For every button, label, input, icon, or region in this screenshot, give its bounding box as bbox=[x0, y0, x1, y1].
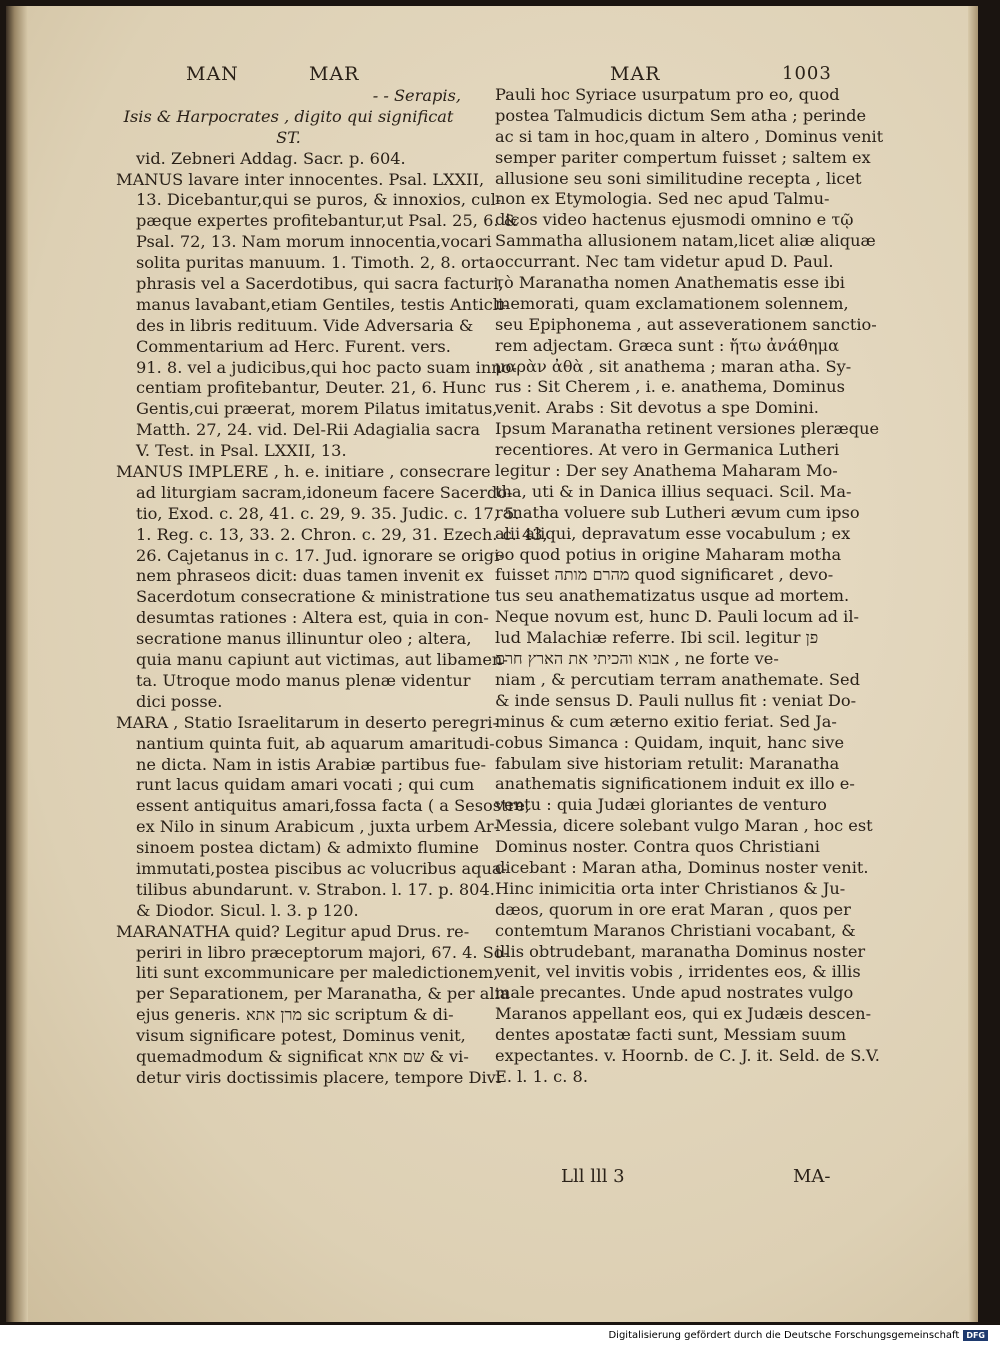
text-line: lud Malachiæ referre. Ibi scil. legitur פן bbox=[495, 628, 819, 648]
text-line: - - Serapis, bbox=[372, 86, 461, 105]
text-line: Sacerdotum consecratione & ministratione bbox=[136, 587, 491, 607]
text-line: tilibus abundarunt. v. Strabon. l. 17. p. 804. bbox=[136, 879, 495, 899]
text-line: rem adjectam. Græca sunt : ἤτω ἀνάθημα bbox=[495, 335, 840, 355]
text-line: ac si tam in hoc,quam in altero , Dominus venit bbox=[495, 126, 884, 146]
text-line: Dominus noster. Contra quos Christiani bbox=[495, 837, 820, 857]
text-line: illis obtrudebant, maranatha Dominus noster bbox=[495, 941, 866, 961]
text-line: tus seu anathematizatus usque ad mortem. bbox=[495, 586, 850, 606]
text-line: Matth. 27, 24. vid. Del-Rii Adagialia sacra bbox=[136, 420, 481, 440]
text-line: expectantes. v. Hoornb. de C. J. it. Seld. de S.V. bbox=[495, 1045, 880, 1065]
text-line: Neque novum est, hunc D. Pauli locum ad il- bbox=[495, 607, 859, 627]
text-line: occurrant. Nec tam videtur apud D. Paul. bbox=[495, 252, 834, 272]
text-line: dentes apostatæ facti sunt, Messiam suum bbox=[495, 1025, 847, 1045]
text-line: Psal. 72, 13. Nam morum innocentia,vocari bbox=[136, 232, 492, 252]
text-line: Pauli hoc Syriace usurpatum pro eo, quod bbox=[495, 85, 840, 104]
text-line: allusione seu soni similitudine recepta , licet bbox=[495, 168, 862, 188]
text-line: Gentis,cui præerat, morem Pilatus imitatus, bbox=[136, 399, 498, 419]
text-line: anathematis significationem induit ex illo e- bbox=[495, 774, 855, 794]
catchword: MA- bbox=[793, 1166, 831, 1187]
text-line: 91. 8. vel a judicibus,qui hoc pacto suam inno- bbox=[136, 357, 517, 377]
text-line: des in libris redituum. Vide Adversaria & bbox=[136, 315, 474, 335]
right-text-column bbox=[495, 85, 884, 1088]
text-line: minus & cum æterno exitio feriat. Sed Ja- bbox=[495, 711, 837, 731]
text-line: quia manu capiunt aut victimas, aut libamen- bbox=[136, 650, 508, 670]
text-line: desumtas rationes : Altera est, quia in con- bbox=[136, 608, 489, 628]
text-line: per Separationem, per Maranatha, & per alia bbox=[136, 984, 510, 1004]
text-line: ta. Utroque modo manus plenæ videntur bbox=[136, 670, 471, 690]
guide-word-left-1: MAN bbox=[186, 63, 239, 85]
text-line: essent antiquitus amari,fossa facta ( a Sesostre, bbox=[136, 796, 531, 816]
text-line: V. Test. in Psal. LXXII, 13. bbox=[136, 441, 347, 461]
guide-word-left-2: MAR bbox=[309, 63, 360, 85]
text-line: manus lavabant,etiam Gentiles, testis Anticli- bbox=[136, 294, 509, 314]
text-line: rus : Sit Cherem , i. e. anathema, Dominus bbox=[495, 377, 845, 397]
text-line: Commentarium ad Herc. Furent. vers. bbox=[136, 336, 451, 356]
text-line: nem phraseos dicit: duas tamen invenit ex bbox=[136, 566, 484, 586]
text-line: recentiores. At vero in Germanica Lutheri bbox=[495, 440, 840, 460]
text-line: nantium quinta fuit, ab aquarum amaritudi- bbox=[136, 733, 495, 753]
text-line: Sammatha allusionem natam,licet aliæ aliquæ bbox=[495, 231, 876, 251]
text-line: MANUS lavare inter innocentes. Psal. LXXII, bbox=[116, 169, 485, 189]
text-line: venit. Arabs : Sit devotus a spe Domini. bbox=[495, 398, 819, 418]
text-line: E. l. 1. c. 8. bbox=[495, 1066, 588, 1086]
text-line: pæque expertes profitebantur,ut Psal. 25, 6. & bbox=[136, 211, 519, 231]
text-line: Ipsum Maranatha retinent versiones pleræque bbox=[495, 419, 880, 439]
text-line: ranatha voluere sub Lutheri ævum cum ipso bbox=[495, 502, 860, 522]
text-line: non ex Etymologia. Sed nec apud Talmu- bbox=[495, 189, 830, 209]
text-line: MARA , Statio Israelitarum in deserto peregri- bbox=[116, 712, 498, 732]
text-line: 26. Cajetanus in c. 17. Jud. ignorare se origi- bbox=[136, 545, 505, 565]
text-line: male precantes. Unde apud nostrates vulgo bbox=[495, 983, 854, 1003]
text-line: 13. Dicebantur,qui se puros, & innoxios, cul- bbox=[136, 190, 502, 210]
signature-mark: Lll lll 3 bbox=[561, 1166, 625, 1187]
text-line: secratione manus illinuntur oleo ; altera, bbox=[136, 629, 472, 649]
text-line: ST. bbox=[276, 127, 301, 147]
text-line: eo quod potius in origine Maharam motha bbox=[495, 544, 842, 564]
text-line: μαρὰν ἀθὰ , sit anathema ; maran atha. Sy- bbox=[495, 356, 852, 376]
text-line: semper pariter compertum fuisset ; saltem ex bbox=[495, 147, 871, 167]
text-line: liti sunt excommunicare per maledictionem, bbox=[136, 963, 499, 983]
text-line: visum significare potest, Dominus venit, bbox=[136, 1026, 466, 1046]
text-line: & inde sensus D. Pauli nullus fit : veniat Do- bbox=[495, 690, 857, 710]
text-line: vid. Zebneri Addag. Sacr. p. 604. bbox=[136, 148, 406, 168]
text-line: fuisset מהרם מותה quod significaret , devo- bbox=[495, 565, 834, 585]
footer-text: Digitalisierung gefördert durch die Deutsche Forschungsgemeinschaft bbox=[608, 1330, 960, 1341]
text-line: Hinc inimicitia orta inter Christianos & Ju- bbox=[495, 878, 846, 898]
text-line: 1. Reg. c. 13, 33. 2. Chron. c. 29, 31. Ezech. c. 43, bbox=[136, 524, 548, 544]
text-line: dæos, quorum in ore erat Maran , quos per bbox=[495, 899, 851, 919]
text-line: venit, vel invitis vobis , irridentes eos, & illis bbox=[495, 962, 861, 982]
text-line: phrasis vel a Sacerdotibus, qui sacra facturi, bbox=[136, 274, 504, 294]
text-line: ad liturgiam sacram,idoneum facere Sacerdo- bbox=[136, 482, 513, 502]
text-line: Isis & Harpocrates , digito qui significat bbox=[123, 106, 454, 126]
text-line: memorati, quam exclamationem solennem, bbox=[495, 293, 849, 313]
text-line: periri in libro præceptorum majori, 67. 4. So- bbox=[136, 942, 510, 962]
text-line: ne dicta. Nam in istis Arabiæ partibus fue- bbox=[136, 754, 486, 774]
dfg-logo: DFG bbox=[963, 1330, 988, 1341]
text-line: fabulam sive historiam retulit: Maranatha bbox=[495, 753, 840, 773]
binding-gutter bbox=[6, 6, 28, 1322]
text-line: alii aliqui, depravatum esse vocabulum ; ex bbox=[495, 523, 851, 543]
footer-credit bbox=[608, 1330, 988, 1341]
text-line: tio, Exod. c. 28, 41. c. 29, 9. 35. Judic. c. 17, 5. bbox=[136, 503, 520, 523]
text-line: dicos video hactenus ejusmodi omnino e τῷ bbox=[495, 210, 854, 230]
text-line: τὸ Maranatha nomen Anathematis esse ibi bbox=[495, 273, 845, 293]
text-line: tha, uti & in Danica illius sequaci. Scil. Ma- bbox=[495, 481, 852, 501]
text-line: אבוא והכיתי את הארץ חרם , ne forte ve- bbox=[495, 649, 779, 669]
text-line: detur viris doctissimis placere, tempore Divi bbox=[136, 1067, 502, 1087]
text-line: contemtum Maranos Christiani vocabant, & bbox=[495, 920, 856, 940]
text-line: & Diodor. Sicul. l. 3. p 120. bbox=[136, 900, 359, 920]
text-line: niam , & percutiam terram anathemate. Sed bbox=[495, 669, 860, 689]
text-line: quemadmodum & significat שם אתא & vi- bbox=[136, 1046, 469, 1066]
page-number: 1003 bbox=[782, 63, 832, 84]
text-line: dici posse. bbox=[136, 691, 223, 711]
text-line: ejus generis. מרן אתא sic scriptum & di- bbox=[136, 1005, 454, 1025]
text-line: MANUS IMPLERE , h. e. initiare , consecrare bbox=[116, 462, 491, 482]
guide-word-right: MAR bbox=[610, 63, 661, 85]
text-line: solita puritas manuum. 1. Timoth. 2, 8. orta bbox=[136, 253, 495, 273]
text-line: cobus Simanca : Quidam, inquit, hanc sive bbox=[495, 732, 845, 752]
text-line: postea Talmudicis dictum Sem atha ; perinde bbox=[495, 105, 867, 125]
text-line: runt lacus quidam amari vocati ; qui cum bbox=[136, 775, 475, 795]
text-line: immutati,postea piscibus ac volucribus aqua- bbox=[136, 858, 508, 878]
text-line: centiam profitebantur, Deuter. 21, 6. Hunc bbox=[136, 378, 487, 398]
text-line: sinoem postea dictam) & admixto flumine bbox=[136, 838, 479, 858]
text-line: legitur : Der sey Anathema Maharam Mo- bbox=[495, 461, 838, 481]
text-line: dicebant : Maran atha, Dominus noster venit. bbox=[495, 857, 869, 877]
page-paper bbox=[6, 6, 978, 1322]
text-line: Messia, dicere solebant vulgo Maran , hoc est bbox=[495, 816, 873, 836]
page-edge bbox=[968, 6, 978, 1322]
text-line: MARANATHA quid? Legitur apud Drus. re- bbox=[116, 921, 470, 941]
text-line: Maranos appellant eos, qui ex Judæis descen- bbox=[495, 1004, 872, 1024]
text-line: ex Nilo in sinum Arabicum , juxta urbem Ar- bbox=[136, 817, 500, 837]
text-line: seu Epiphonema , aut asseverationem sanctio- bbox=[495, 314, 877, 334]
text-line: ventu : quia Judæi gloriantes de venturo bbox=[495, 795, 827, 815]
